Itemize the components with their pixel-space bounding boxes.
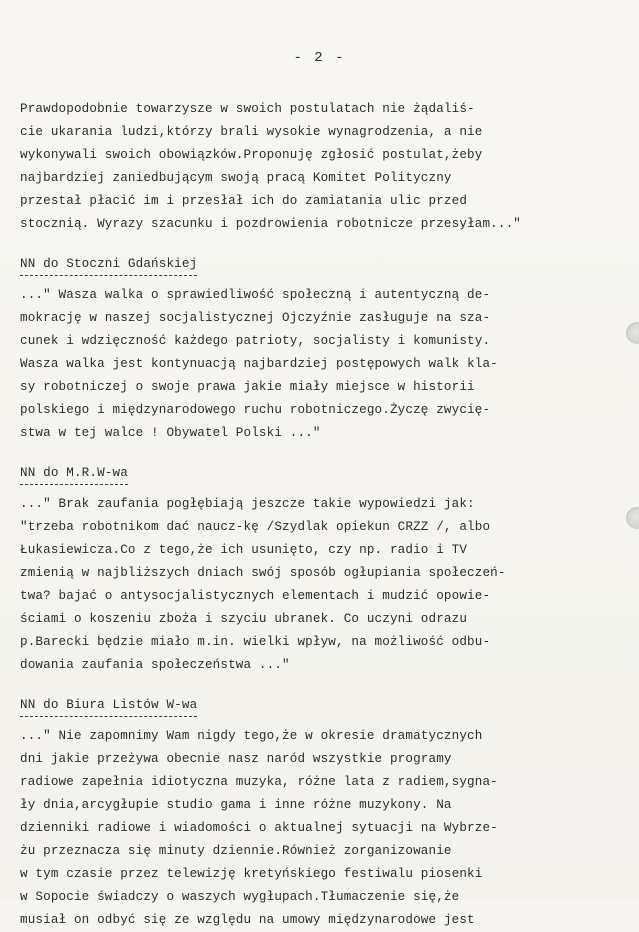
text-line: ły dnia,arcygłupie studio gama i inne różne muzykony. Na <box>20 798 452 812</box>
letter-section <box>20 463 620 677</box>
page-number: - 2 - <box>293 50 346 66</box>
text-line: stocznią. Wyrazy szacunku i pozdrowienia robotnicze przesyłam..." <box>20 217 521 231</box>
text-line: ściami o koszeniu zboża i szyciu ubranek. Co uczyni odrazu <box>20 612 468 626</box>
text-line: ..." Brak zaufania pogłębiają jeszcze takie wypowiedzi jak: <box>20 497 475 511</box>
text-line: Prawdopodobnie towarzysze w swoich postulatach nie żądaliś- <box>20 102 475 116</box>
document-body <box>20 98 620 932</box>
text-line: dowania zaufania społeczeństwa ..." <box>20 658 290 672</box>
text-line: p.Barecki będzie miało m.in. wielki wpływ, na możliwość odbu- <box>20 635 491 649</box>
letter-section <box>20 254 620 445</box>
opening-paragraph <box>20 98 620 236</box>
text-line: żu przeznacza się minuty dziennie.Również zorganizowanie <box>20 844 452 858</box>
text-line: Wasza walka jest kontynuacją najbardziej postępowych walk kla- <box>20 357 498 371</box>
text-line: "trzeba robotnikom dać naucz-kę /Szydlak opiekun CRZZ /, albo <box>20 520 491 534</box>
text-line: musiał on odbyć się ze względu na umowy międzynarodowe jest <box>20 913 475 927</box>
text-line: w tym czasie przez telewizję kretyńskiego festiwalu piosenki <box>20 867 483 881</box>
text-line: ..." Nie zapomnimy Wam nigdy tego,że w okresie dramatycznych <box>20 729 483 743</box>
text-line: wykonywali swoich obowiązków.Proponuję zgłosić postulat,żeby <box>20 148 483 162</box>
punch-hole <box>626 507 639 529</box>
text-line: najbardziej zaniedbującym swoją pracą Komitet Polityczny <box>20 171 452 185</box>
text-line: ..." Wasza walka o sprawiedliwość społeczną i autentyczną de- <box>20 288 491 302</box>
text-line: przestał płacić im i przesłał ich do zamiatania ulic przed <box>20 194 468 208</box>
section-heading: NN do Stoczni Gdańskiej <box>20 254 197 276</box>
section-heading: NN do Biura Listów W-wa <box>20 695 197 717</box>
text-line: cie ukarania ludzi,którzy brali wysokie wynagrodzenia, a nie <box>20 125 483 139</box>
text-line: dzienniki radiowe i wiadomości o aktualnej sytuacji na Wybrze- <box>20 821 498 835</box>
text-line: Łukasiewicza.Co z tego,że ich usunięto, czy np. radio i TV <box>20 543 468 557</box>
text-line: w Sopocie świadczy o waszych wygłupach.Tłumaczenie się,że <box>20 890 460 904</box>
text-line: twa? bajać o antysocjalistycznych elementach i mudzić opowie- <box>20 589 491 603</box>
text-line: polskiego i międzynarodowego ruchu robotniczego.Życzę zwycię- <box>20 403 491 417</box>
section-heading: NN do M.R.W-wa <box>20 463 128 485</box>
text-line: dni jakie przeżywa obecnie nasz naród wszystkie programy <box>20 752 452 766</box>
text-line: radiowe zapełnia idiotyczna muzyka, różne lata z radiem,sygna- <box>20 775 498 789</box>
text-line: mokrację w naszej socjalistycznej Ojczyźnie zasługuje na sza- <box>20 311 491 325</box>
text-line: zmienią w najbliższych dniach swój sposób ogłupiania społeczeń- <box>20 566 506 580</box>
text-line: stwa w tej walce ! Obywatel Polski ..." <box>20 426 321 440</box>
text-line: cunek i wdzięczność każdego patrioty, socjalisty i komunisty. <box>20 334 491 348</box>
text-line: sy robotniczej o swoje prawa jakie miały miejsce w historii <box>20 380 475 394</box>
letter-section <box>20 695 620 932</box>
punch-hole <box>626 322 639 344</box>
